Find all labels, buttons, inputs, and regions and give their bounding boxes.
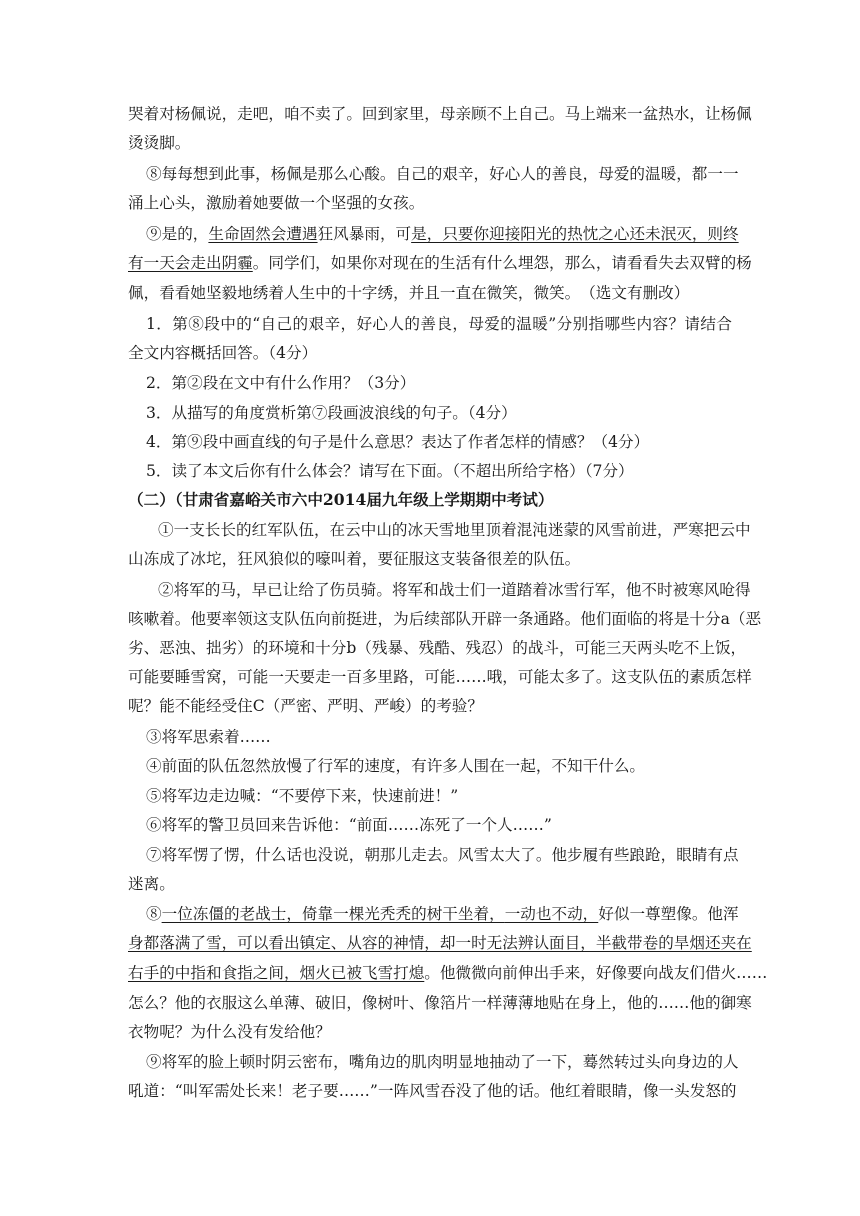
underlined-sentence: 有一天会走出阴霾 bbox=[128, 254, 253, 272]
section-header: （二）（甘肃省嘉峪关市六中2014届九年级上学期期中考试） bbox=[128, 490, 554, 509]
section2-paragraph-7 bbox=[146, 845, 739, 865]
section2-paragraph-4: ④前面的队伍忽然放慢了行军的速度，有许多人围在一起，不知干什么。 bbox=[146, 757, 646, 775]
text-run: 狂风暴雨，可 bbox=[317, 225, 412, 243]
story1-paragraph-8-cont: 涌上心头，激励着她要做一个坚强的女孩。 bbox=[128, 194, 425, 212]
question-1: 1．第⑧段中的“自己的艰辛，好心人的善良，母爱的温暖”分别指哪些内容？请结合 bbox=[146, 315, 732, 333]
story1-paragraph-8: ⑧每每想到此事，杨佩是那么心酸。自己的艰辛，好心人的善良，母爱的温暖，都一一 bbox=[146, 165, 739, 183]
section2-paragraph-2: ②将军的马，早已让给了伤员骑。将军和战士们一道踏着冰雪行军，他不时被寒风呛得 bbox=[158, 581, 751, 599]
question-1-cont: 全文内容概括回答。（4分） bbox=[128, 344, 318, 362]
section2-paragraph-8-underlined: 身都落满了雪，可以看出镇定、从容的神情，却一时无法辨认面目，半截带卷的旱烟还夹在 bbox=[128, 934, 752, 952]
story1-paragraph-9 bbox=[146, 224, 739, 244]
text-run: 好似一尊塑像。他浑 bbox=[598, 905, 739, 923]
text-run: 。同学们，如果你对现在的生活有什么埋怨，那么，请看看失去双臂的杨 bbox=[252, 254, 752, 272]
section2-paragraph-2-cont: 劣、恶浊、拙劣）的环境和十分b（残暴、残酷、残忍）的战斗，可能三天两头吃不上饭， bbox=[128, 639, 747, 657]
section2-paragraph-2-cont: 可能要睡雪窝，可能一天要走一百多里路，可能……哦，可能太多了。这支队伍的素质怎样 bbox=[128, 668, 752, 686]
section2-paragraph-2-cont: 咳嗽着。他要率领这支队伍向前挺进，为后续部队开辟一条通路。他们面临的将是十分a（恶 bbox=[128, 610, 762, 628]
section2-paragraph-7-cont: 迷离。 bbox=[128, 875, 175, 893]
story1-paragraph-9-end: 佩，看看她坚毅地绣着人生中的十字绣，并且一直在微笑，微笑。 （选文有删改） bbox=[128, 284, 690, 302]
question-4: 4．第⑨段中画直线的句子是什么意思？表达了作者怎样的情感？（4分） bbox=[146, 433, 650, 451]
question-5: 5．读了本文后你有什么体会？请写在下面。（不超出所给字格）（7分） bbox=[146, 462, 634, 480]
underlined-sentence: 生命固然会遭遇 bbox=[208, 225, 318, 243]
section2-paragraph-1: ①一支长长的红军队伍，在云中山的冰天雪地里顶着混沌迷蒙的风雪前进，严寒把云中 bbox=[158, 521, 751, 539]
underlined-sentence: 右手的中指和食指之间，烟火已被飞雪打熄 bbox=[128, 964, 425, 982]
text-run: ⑨是的， bbox=[146, 225, 209, 243]
section2-paragraph-2-cont: 呢？能不能经受住C（严密、严明、严峻）的考验？ bbox=[128, 697, 483, 715]
section2-paragraph-5: ⑤将军边走边喊：“不要停下来，快速前进！” bbox=[146, 787, 459, 805]
underlined-sentence: 一位冻僵的老战士，倚靠一棵光秃秃的树干坐着， bbox=[161, 905, 505, 923]
underlined-sentence: 一动也不动， bbox=[504, 905, 599, 923]
text-run: ⑧ bbox=[146, 905, 162, 923]
section2-paragraph-1-cont: 山冻成了冰坨，狂风狼似的嚎叫着，要征服这支装备很差的队伍。 bbox=[128, 550, 581, 568]
section2-paragraph-8-end: 衣物呢？为什么没有发给他？ bbox=[128, 1023, 331, 1041]
story1-paragraph-9-cont bbox=[128, 253, 752, 273]
section2-paragraph-8 bbox=[146, 904, 739, 924]
text-run: ⑦将军愣了愣，什么话也没说，朝那儿走去。风雪太大了。他步履有些踉跄，眼睛有点 bbox=[146, 846, 739, 864]
story1-line: 哭着对杨佩说，走吧，咱不卖了。回到家里，母亲顾不上自己。马上端来一盆热水，让杨佩 bbox=[128, 105, 752, 123]
section2-paragraph-8-cont bbox=[128, 963, 768, 983]
section2-paragraph-9-cont: 吼道：“叫军需处长来！老子要……”一阵风雪吞没了他的话。他红着眼睛，像一头发怒的 bbox=[128, 1082, 737, 1100]
underlined-sentence: 是，只要你迎接阳光的热忱之心还未泯灭，则终 bbox=[411, 225, 739, 243]
question-3: 3．从描写的角度赏析第⑦段画波浪线的句子。（4分） bbox=[146, 404, 517, 422]
section2-paragraph-9: ⑨将军的脸上顿时阴云密布，嘴角边的肌肉明显地抽动了一下，蓦然转过头向身边的人 bbox=[146, 1053, 739, 1071]
section2-paragraph-3: ③将军思索着…… bbox=[146, 728, 271, 746]
story1-line: 烫烫脚。 bbox=[128, 134, 191, 152]
text-run: 。他微微向前伸出手来，好像要向战友们借火…… bbox=[424, 964, 768, 982]
question-2: 2．第②段在文中有什么作用？（3分） bbox=[146, 374, 416, 392]
section2-paragraph-6: ⑥将军的警卫员回来告诉他：“前面……冻死了一个人……” bbox=[146, 816, 552, 834]
section2-paragraph-8-cont: 怎么？他的衣服这么单薄、破旧，像树叶、像箔片一样薄薄地贴在身上，他的……他的御寒 bbox=[128, 994, 752, 1012]
